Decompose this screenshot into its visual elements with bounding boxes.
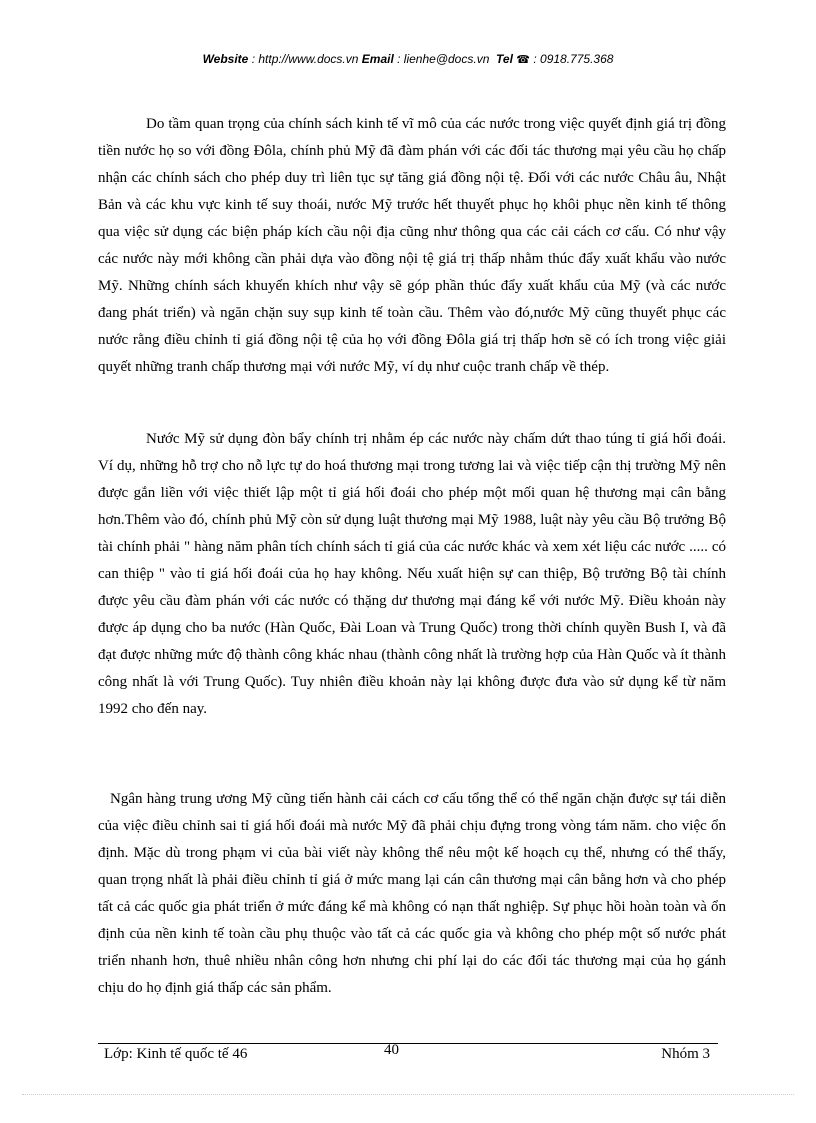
website-url: http://www.docs.vn xyxy=(258,52,359,66)
page-header xyxy=(0,52,816,66)
paragraph-text: Nước Mỹ sử dụng đòn bẩy chính trị nhằm ép các nước này chấm dứt thao túng tỉ giá hối đoái. Ví dụ, những hỗ trợ cho nỗ lực tự do hoá thương mại trong tương lai và việc tiếp cận thị trường Mỹ nên được gắn liền với việc thiết lập một tỉ giá hối đoái cho phép một mối quan hệ thương mại cân bằng hơn.Thêm vào đó, chính phủ Mỹ còn sử dụng luật thương mại Mỹ 1988, luật này yêu cầu Bộ trưởng Bộ tài chính phải " hàng năm phân tích chính sách tỉ giá của các nước khác và xem xét liệu các nước ..... có can thiệp " vào tỉ giá hối đoái của họ hay không. Nếu xuất hiện sự can thiệp, Bộ trưởng Bộ tài chính được yêu cầu đàm phán với các nước có thặng dư thương mại đáng kể với nước Mỹ. Điều khoản này được áp dụng cho ba nước (Hàn Quốc, Đài Loan và Trung Quốc) trong thời chính quyền Bush I, và đã đạt được những mức độ thành công khác nhau (thành công nhất là trường hợp của Hàn Quốc và ít thành công nhất là với Trung Quốc). Tuy nhiên điều khoản này lại không được đưa vào sử dụng kể từ năm 1992 cho đến nay. xyxy=(98,431,726,717)
email-address: lienhe@docs.vn xyxy=(403,52,490,66)
footer-group-label: Nhóm 3 xyxy=(661,1046,710,1062)
page-bottom-dotted-line xyxy=(22,1094,794,1095)
paragraph-2 xyxy=(98,426,726,723)
email-label: Email xyxy=(361,52,394,66)
paragraph-1 xyxy=(98,111,726,381)
paragraph-text: Ngân hàng trung ương Mỹ cũng tiến hành cải cách cơ cấu tổng thể có thể ngăn chặn được sự tái diễn của việc điều chỉnh sai tỉ giá hối đoái mà nước Mỹ đã phải chịu đựng trong vòng tám năm. cho việc ổn định. Mặc dù trong phạm vi của bài viết này không thể nêu một kế hoạch cụ thể, nhưng có thể thấy, quan trọng nhất là phải điều chỉnh tỉ giá ở mức mang lại cán cân thương mại cân bằng hơn và cho phép tất cả các quốc gia phát triển ở mức đáng kể mà không có nạn thất nghiệp. Sự phục hồi hoàn toàn và ổn định của nền kinh tế toàn cầu phụ thuộc vào tất cả các quốc gia và không cho phép một số nước phát triển nhanh hơn, thuê nhiều nhân công hơn nhưng chi phí lại do các đối tác thương mại của họ gánh chịu do họ định giá thấp các sản phẩm. xyxy=(98,791,726,996)
tel-separator: : xyxy=(530,52,541,66)
page-number: 40 xyxy=(384,1042,399,1058)
tel-label: Tel xyxy=(496,52,513,66)
email-separator: : xyxy=(393,52,404,66)
website-separator: : xyxy=(248,52,259,66)
paragraph-3 xyxy=(98,786,726,1002)
footer-divider xyxy=(98,1043,718,1044)
footer-class-label: Lớp: Kinh tế quốc tế 46 xyxy=(104,1046,248,1062)
website-label: Website xyxy=(202,52,249,66)
phone-icon: ☎ xyxy=(516,53,530,66)
tel-number: 0918.775.368 xyxy=(540,52,614,66)
paragraph-text: Do tầm quan trọng của chính sách kinh tế vĩ mô của các nước trong việc quyết định giá trị đồng tiền nước họ so với đồng Đôla, chính phủ Mỹ đã đàm phán với các đối tác thương mại yêu cầu họ chấp nhận các chính sách cho phép duy trì liên tục sự tăng giá đồng nội tệ. Đối với các nước Châu âu, Nhật Bản và các khu vực kinh tế suy thoái, nước Mỹ trước hết thuyết phục họ khôi phục nền kinh tế thông qua việc sử dụng các biện pháp kích cầu nội địa cũng như thông qua các cải cách cơ cấu. Có như vậy các nước này mới không cần phải dựa vào đồng nội tệ giá trị thấp nhằm thúc đẩy xuất khẩu vào nước Mỹ. Những chính sách khuyến khích như vậy sẽ góp phần thúc đẩy xuất khẩu của Mỹ (và các nước đang phát triển) và ngăn chặn suy sụp kinh tế toàn cầu. Thêm vào đó,nước Mỹ cũng thuyết phục các nước rằng điều chỉnh tỉ giá đồng nội tệ của họ với đồng Đôla giá trị thấp hơn sẽ có ích trong việc giải quyết những tranh chấp thương mại với nước Mỹ, ví dụ như cuộc tranh chấp về thép. xyxy=(98,116,726,375)
